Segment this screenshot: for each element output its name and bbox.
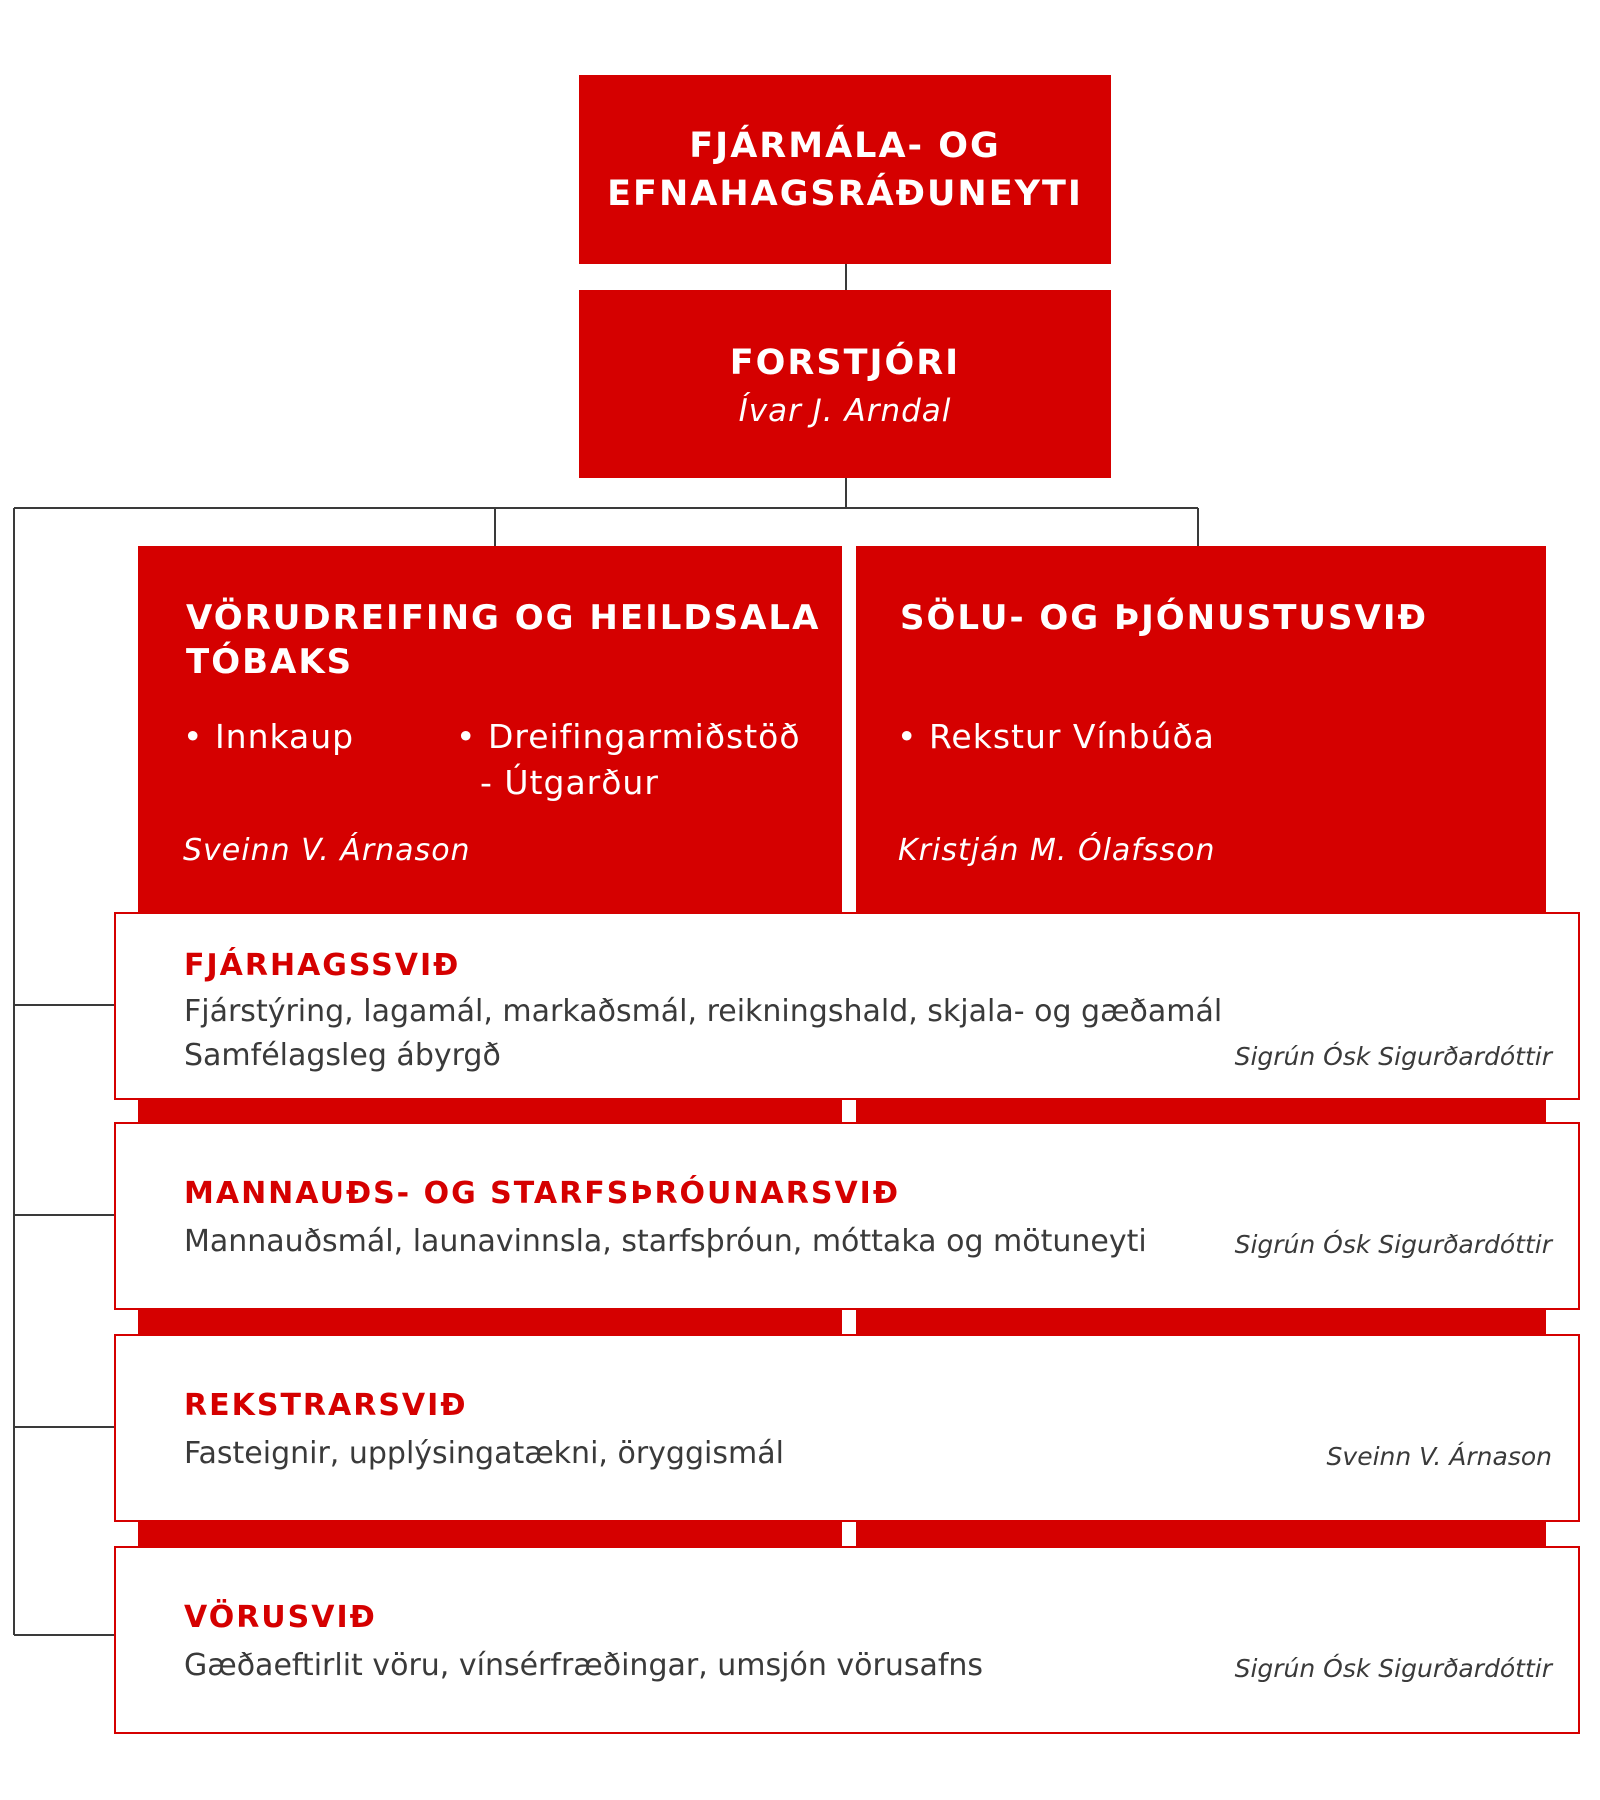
ministry-title-line2: EFNAHAGSRÁÐUNEYTI [607,173,1083,214]
panel-description: Mannauðsmál, launavinnsla, starfsþróun, móttaka og mötuneyti [184,1224,1147,1259]
left-division-item-innkaup: • Innkaup [183,717,355,756]
panel-fjarhagssvid [114,912,1580,1100]
panel-title: FJÁRHAGSSVIÐ [184,948,461,983]
panel-manager: Sveinn V. Árnason [1326,1442,1552,1471]
panel-manager: Sigrún Ósk Sigurðardóttir [1234,1042,1552,1071]
panel-description: Fasteignir, upplýsingatækni, öryggismál [184,1436,784,1471]
panel-rekstrarsvid [114,1334,1580,1522]
panel-title: VÖRUSVIÐ [184,1600,377,1635]
right-division-item-rekstur: • Rekstur Vínbúða [897,717,1215,756]
left-division-title [186,596,826,684]
left-division-item-dreifing: • Dreifingarmiðstöð [456,717,801,756]
panel-manager: Sigrún Ósk Sigurðardóttir [1234,1230,1552,1259]
panel-mannaudssvid [114,1122,1580,1310]
ceo-title: FORSTJÓRI [729,343,961,383]
ceo-box [579,290,1111,478]
panel-description: Gæðaeftirlit vöru, vínsérfræðingar, umsjón vörusafns [184,1648,984,1683]
ministry-box [579,75,1111,264]
ministry-title-line1: FJÁRMÁLA- OG [689,125,1001,166]
right-division-manager: Kristján M. Ólafsson [898,833,1216,868]
panel-title: REKSTRARSVIÐ [184,1388,468,1423]
left-division-item-utgardur: - Útgarður [480,763,659,802]
left-division-manager: Sveinn V. Árnason [183,833,471,868]
panel-description-line2: Samfélagsleg ábyrgð [184,1038,501,1073]
ceo-name: Ívar J. Arndal [738,393,952,429]
panel-description: Fjárstýring, lagamál, markaðsmál, reikningshald, skjala- og gæðamál [184,994,1223,1029]
panel-title: MANNAUÐS- OG STARFSÞRÓUNARSVIÐ [184,1176,900,1211]
right-division-title: SÖLU- OG ÞJÓNUSTUSVIÐ [900,598,1428,638]
panel-voruvsvid [114,1546,1580,1734]
left-division-title-line1: VÖRUDREIFING OG HEILDSALA [186,598,821,638]
panel-manager: Sigrún Ósk Sigurðardóttir [1234,1654,1552,1683]
left-division-title-line2: TÓBAKS [186,642,354,682]
